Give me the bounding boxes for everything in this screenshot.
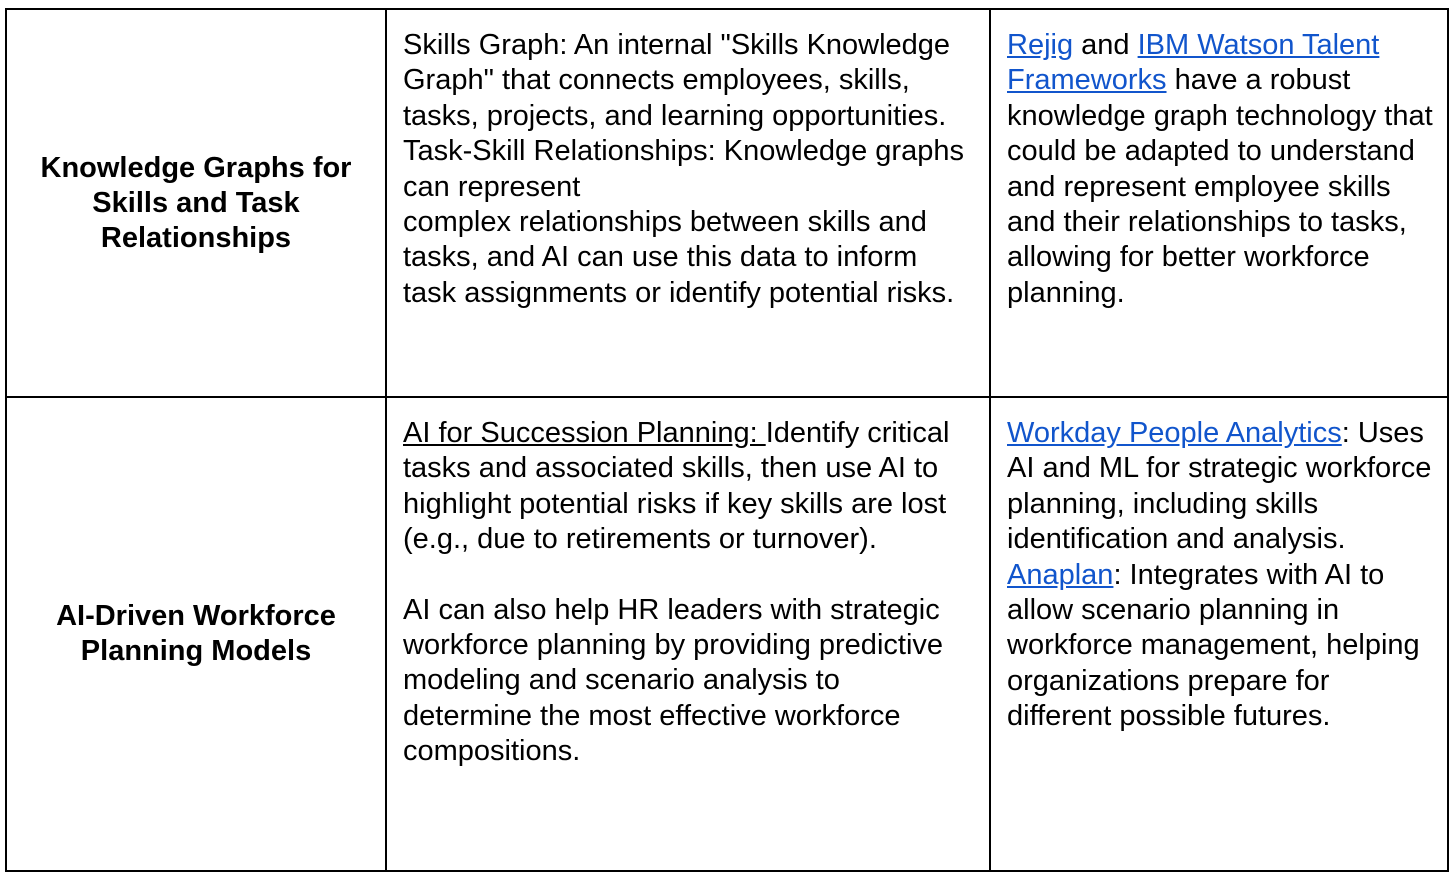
row-label: AI-Driven Workforce Planning Models	[56, 600, 336, 667]
examples-joiner: and	[1073, 29, 1138, 61]
succession-planning-text: Identify critical tasks and associated skills, then use AI to highlight potential risks if key skills are lost (e.g., due to retirements or turnover).	[403, 417, 950, 556]
examples-text: have a robust knowledge graph technology that could be adapted to understand and represent employee skills and their relationships to tasks, allowing for better workforce planning.	[1007, 64, 1433, 309]
description-line: Task-Skill Relationships: Knowledge graphs can represent	[403, 135, 964, 203]
row-label-cell	[6, 9, 386, 397]
workday-description: : Uses AI and ML for strategic workforce planning, including skills identification and analysis.	[1007, 417, 1432, 556]
workday-people-analytics-link[interactable]: Workday People Analytics	[1007, 417, 1342, 449]
anaplan-description: : Integrates with AI to allow scenario planning in workforce management, helping organizations prepare for different possible futures.	[1007, 558, 1420, 733]
description-cell	[386, 397, 990, 871]
anaplan-link[interactable]: Anaplan	[1007, 558, 1114, 591]
description-line: complex relationships between skills and tasks, and AI can use this data to inform task assignments or identify potential risks.	[403, 206, 955, 309]
comparison-table	[5, 8, 1449, 872]
examples-cell	[990, 397, 1448, 871]
workforce-planning-paragraph: AI can also help HR leaders with strategic workforce planning by providing predictive modeling and scenario analysis to determine the most effective workforce compositions.	[403, 593, 944, 768]
description-cell	[386, 9, 990, 397]
row-label-cell	[6, 397, 386, 871]
examples-cell	[990, 9, 1448, 397]
succession-planning-heading: AI for Succession Planning:	[403, 417, 766, 449]
ibm-watson-talent-frameworks-link[interactable]: IBM Watson Talent Frameworks	[1007, 29, 1380, 97]
rejig-link[interactable]: Rejig	[1007, 29, 1074, 61]
table-row	[6, 397, 1448, 871]
table-row	[6, 9, 1448, 397]
row-label: Knowledge Graphs for Skills and Task Relationships	[40, 151, 352, 254]
description-line: Skills Graph: An internal "Skills Knowledge Graph" that connects employees, skills, tasks, projects, and learning opportunities.	[403, 29, 951, 132]
